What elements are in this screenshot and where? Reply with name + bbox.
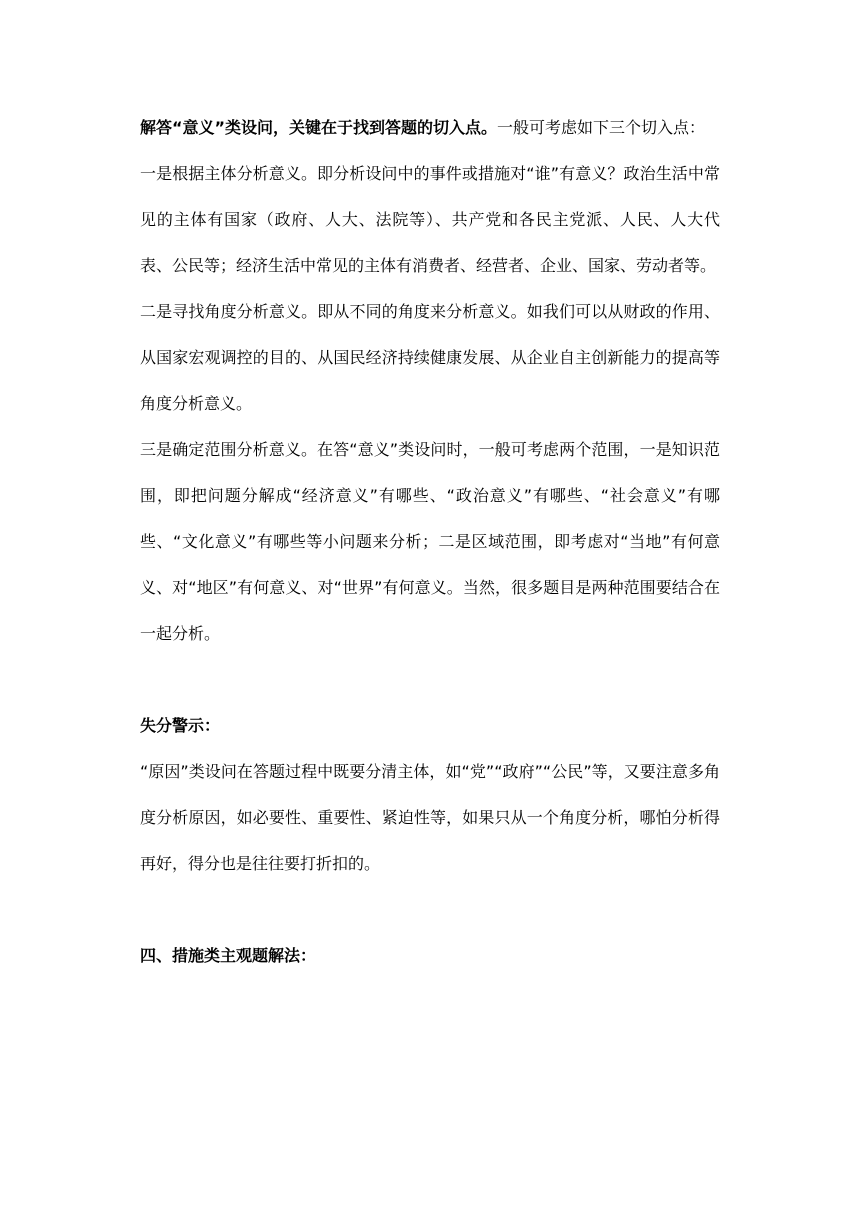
section-heading: 四、措施类主观题解法： <box>140 946 317 965</box>
point-two-paragraph: 二是寻找角度分析意义。即从不同的角度来分析意义。如我们可以从财政的作用、从国家宏观调控的目的、从国民经济持续健康发展、从企业自主创新能力的提高等角度分析意义。 <box>140 302 720 413</box>
warning-paragraph: “原因”类设问在答题过程中既要分清主体，如“党”“政府”“公民”等，又要注意多角度分析原因，如必要性、重要性、紧迫性等，如果只从一个角度分析，哪怕分析得再好，得分也是往往要打折扣的。 <box>140 762 720 873</box>
point-three-paragraph: 三是确定范围分析意义。在答“意义”类设问时，一般可考虑两个范围，一是知识范围，即把问题分解成“经济意义”有哪些、“政治意义”有哪些、“社会意义”有哪些、“文化意义”有哪些等小问题来分析；二是区域范围，即考虑对“当地”有何意义、对“地区”有何意义、对“世界”有何意义。当然，很多题目是两种范围要结合在一起分析。 <box>140 440 720 643</box>
document-page <box>140 105 720 979</box>
intro-lead-bold: 解答“意义”类设问，关键在于找到答题的切入点。 <box>140 118 498 137</box>
intro-paragraph <box>140 105 720 151</box>
warning-heading: 失分警示： <box>140 716 221 735</box>
intro-rest: 一般可考虑如下三个切入点： <box>497 118 706 137</box>
blank-line <box>140 657 720 703</box>
point-one-paragraph: 一是根据主体分析意义。即分析设问中的事件或措施对“谁”有意义？政治生活中常见的主体有国家（政府、人大、法院等）、共产党和各民主党派、人民、人大代表、公民等；经济生活中常见的主体有消费者、经营者、企业、国家、劳动者等。 <box>140 164 720 275</box>
blank-line <box>140 887 720 933</box>
